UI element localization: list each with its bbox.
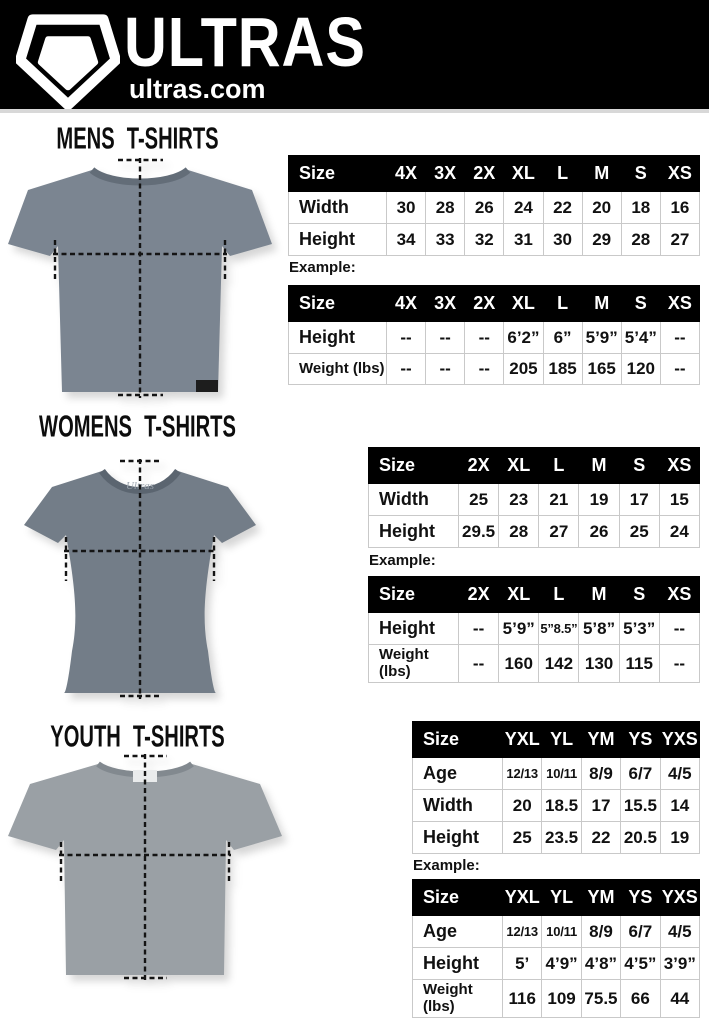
table-cell: 116 — [503, 980, 542, 1018]
svg-text:Ultras: Ultras — [125, 480, 155, 492]
womens-example-table — [368, 576, 700, 683]
mens-section-heading: MENS T-SHIRTS — [56, 121, 219, 156]
table-cell: -- — [660, 354, 699, 385]
column-header: YS — [621, 722, 660, 758]
table-cell: 24 — [659, 516, 699, 548]
table-row — [289, 192, 700, 224]
table-cell: 18 — [621, 192, 660, 224]
table-row — [289, 224, 700, 256]
row-label: Age — [413, 916, 503, 948]
row-label: Width — [413, 790, 503, 822]
column-header: 4X — [387, 286, 426, 322]
column-header: M — [579, 448, 619, 484]
table-cell: 4’8” — [581, 948, 620, 980]
table-cell: 16 — [660, 192, 699, 224]
column-header: M — [582, 156, 621, 192]
header-row — [369, 448, 700, 484]
row-label: Height — [413, 822, 503, 854]
column-header: S — [619, 448, 659, 484]
table-cell: 6/7 — [621, 916, 660, 948]
row-label: Width — [369, 484, 459, 516]
corner-header: Size — [369, 448, 459, 484]
table-cell: 17 — [581, 790, 620, 822]
table-row — [369, 613, 700, 645]
column-header: YXL — [503, 880, 542, 916]
table-cell: 4/5 — [660, 758, 699, 790]
table-cell: -- — [426, 354, 465, 385]
column-header: YXL — [503, 722, 542, 758]
table-cell: 6’2” — [504, 322, 543, 354]
header-row — [289, 156, 700, 192]
header-row — [289, 286, 700, 322]
youth-example-table — [412, 879, 700, 1018]
row-label: Height — [289, 322, 387, 354]
table-row — [413, 822, 700, 854]
column-header: XS — [660, 156, 699, 192]
header-row — [413, 722, 700, 758]
row-label: Weight (lbs) — [289, 354, 387, 385]
youth-size-table — [412, 721, 700, 854]
column-header: 3X — [426, 286, 465, 322]
column-header: M — [582, 286, 621, 322]
ultras-logo-icon — [16, 5, 120, 109]
header-row — [369, 577, 700, 613]
column-header: YXS — [660, 880, 699, 916]
table-cell: 19 — [660, 822, 699, 854]
table-cell: 27 — [539, 516, 579, 548]
row-label: Height — [413, 948, 503, 980]
table-cell: 8/9 — [581, 758, 620, 790]
table-cell: -- — [459, 613, 499, 645]
womens-size-table — [368, 447, 700, 548]
row-label: Height — [369, 516, 459, 548]
table-cell: 115 — [619, 645, 659, 683]
youth-example-label: Example: — [413, 857, 480, 874]
mens-size-table — [288, 155, 700, 256]
table-cell: 5’ — [503, 948, 542, 980]
table-cell: 205 — [504, 354, 543, 385]
row-label: Weight (lbs) — [369, 645, 459, 683]
womens-example-label: Example: — [369, 552, 436, 569]
table-cell: -- — [465, 354, 504, 385]
table-row — [413, 916, 700, 948]
column-header: L — [539, 448, 579, 484]
table-cell: 25 — [503, 822, 542, 854]
table-cell: 4’9” — [542, 948, 581, 980]
table-cell: 5’9” — [499, 613, 539, 645]
table-cell: 19 — [579, 484, 619, 516]
column-header: L — [543, 156, 582, 192]
corner-header: Size — [413, 722, 503, 758]
table-cell: -- — [465, 322, 504, 354]
table-cell: 3’9” — [660, 948, 699, 980]
table-cell: 160 — [499, 645, 539, 683]
row-label: Height — [289, 224, 387, 256]
column-header: 2X — [465, 156, 504, 192]
table-cell: 10/11 — [542, 758, 581, 790]
table-row — [413, 758, 700, 790]
table-cell: -- — [659, 645, 699, 683]
table-row — [413, 980, 700, 1018]
table-cell: 5’3” — [619, 613, 659, 645]
table-cell: 6/7 — [621, 758, 660, 790]
table-cell: 20 — [582, 192, 621, 224]
table-cell: 14 — [660, 790, 699, 822]
corner-header: Size — [289, 286, 387, 322]
header-row — [413, 880, 700, 916]
table-cell: 34 — [387, 224, 426, 256]
youth-section-heading: YOUTH T-SHIRTS — [50, 719, 225, 754]
table-cell: 26 — [579, 516, 619, 548]
table-cell: 75.5 — [581, 980, 620, 1018]
column-header: XS — [659, 577, 699, 613]
table-cell: 15 — [659, 484, 699, 516]
site-url: ultras.com — [129, 74, 266, 104]
table-cell: 23.5 — [542, 822, 581, 854]
table-cell: 22 — [543, 192, 582, 224]
table-cell: -- — [387, 354, 426, 385]
column-header: 3X — [426, 156, 465, 192]
table-cell: 10/11 — [542, 916, 581, 948]
column-header: XS — [659, 448, 699, 484]
table-cell: 17 — [619, 484, 659, 516]
table-cell: 26 — [465, 192, 504, 224]
column-header: XL — [499, 448, 539, 484]
table-cell: 28 — [499, 516, 539, 548]
table-cell: 30 — [543, 224, 582, 256]
table-cell: 5’8” — [579, 613, 619, 645]
table-cell: 25 — [619, 516, 659, 548]
column-header: XL — [499, 577, 539, 613]
column-header: YL — [542, 722, 581, 758]
table-cell: 185 — [543, 354, 582, 385]
table-cell: -- — [660, 322, 699, 354]
column-header: L — [539, 577, 579, 613]
column-header: M — [579, 577, 619, 613]
table-cell: 4’5” — [621, 948, 660, 980]
column-header: 2X — [459, 448, 499, 484]
table-cell: 20 — [503, 790, 542, 822]
table-row — [369, 516, 700, 548]
row-label: Age — [413, 758, 503, 790]
table-cell: -- — [426, 322, 465, 354]
table-cell: -- — [387, 322, 426, 354]
table-cell: 6” — [543, 322, 582, 354]
table-row — [413, 948, 700, 980]
table-row — [289, 322, 700, 354]
column-header: S — [621, 286, 660, 322]
table-cell: -- — [659, 613, 699, 645]
table-row — [289, 354, 700, 385]
table-cell: 22 — [581, 822, 620, 854]
womens-shirt-image — [0, 441, 280, 708]
table-cell: 120 — [621, 354, 660, 385]
mens-example-label: Example: — [289, 259, 356, 276]
table-row — [369, 484, 700, 516]
row-label: Height — [369, 613, 459, 645]
column-header: 4X — [387, 156, 426, 192]
table-cell: 130 — [579, 645, 619, 683]
table-cell: 33 — [426, 224, 465, 256]
table-row — [413, 790, 700, 822]
column-header: L — [543, 286, 582, 322]
table-cell: 24 — [504, 192, 543, 224]
table-row — [369, 645, 700, 683]
column-header: S — [619, 577, 659, 613]
table-cell: 20.5 — [621, 822, 660, 854]
table-cell: 32 — [465, 224, 504, 256]
column-header: YL — [542, 880, 581, 916]
table-cell: 12/13 — [503, 758, 542, 790]
table-cell: 28 — [621, 224, 660, 256]
table-cell: -- — [459, 645, 499, 683]
table-cell: 5”8.5” — [539, 613, 579, 645]
column-header: YM — [581, 880, 620, 916]
table-cell: 25 — [459, 484, 499, 516]
mens-example-table — [288, 285, 700, 385]
table-cell: 18.5 — [542, 790, 581, 822]
column-header: YM — [581, 722, 620, 758]
table-cell: 165 — [582, 354, 621, 385]
table-cell: 29 — [582, 224, 621, 256]
site-header — [0, 0, 709, 113]
table-cell: 8/9 — [581, 916, 620, 948]
table-cell: 12/13 — [503, 916, 542, 948]
column-header: YS — [621, 880, 660, 916]
row-label: Width — [289, 192, 387, 224]
column-header: XL — [504, 286, 543, 322]
table-cell: 66 — [621, 980, 660, 1018]
corner-header: Size — [369, 577, 459, 613]
table-cell: 5’9” — [582, 322, 621, 354]
youth-shirt-image — [0, 750, 290, 990]
corner-header: Size — [289, 156, 387, 192]
table-cell: 31 — [504, 224, 543, 256]
column-header: YXS — [660, 722, 699, 758]
corner-header: Size — [413, 880, 503, 916]
womens-section-heading: WOMENS T-SHIRTS — [39, 409, 236, 444]
column-header: XL — [504, 156, 543, 192]
table-cell: 30 — [387, 192, 426, 224]
table-cell: 21 — [539, 484, 579, 516]
row-label: Weight (lbs) — [413, 980, 503, 1018]
table-cell: 15.5 — [621, 790, 660, 822]
table-cell: 28 — [426, 192, 465, 224]
column-header: XS — [660, 286, 699, 322]
table-cell: 23 — [499, 484, 539, 516]
column-header: S — [621, 156, 660, 192]
table-cell: 109 — [542, 980, 581, 1018]
table-cell: 5’4” — [621, 322, 660, 354]
table-cell: 4/5 — [660, 916, 699, 948]
table-cell: 29.5 — [459, 516, 499, 548]
mens-shirt-image — [0, 152, 280, 407]
column-header: 2X — [459, 577, 499, 613]
table-cell: 44 — [660, 980, 699, 1018]
table-cell: 142 — [539, 645, 579, 683]
column-header: 2X — [465, 286, 504, 322]
table-cell: 27 — [660, 224, 699, 256]
brand-title: ULTRAS — [124, 3, 366, 81]
